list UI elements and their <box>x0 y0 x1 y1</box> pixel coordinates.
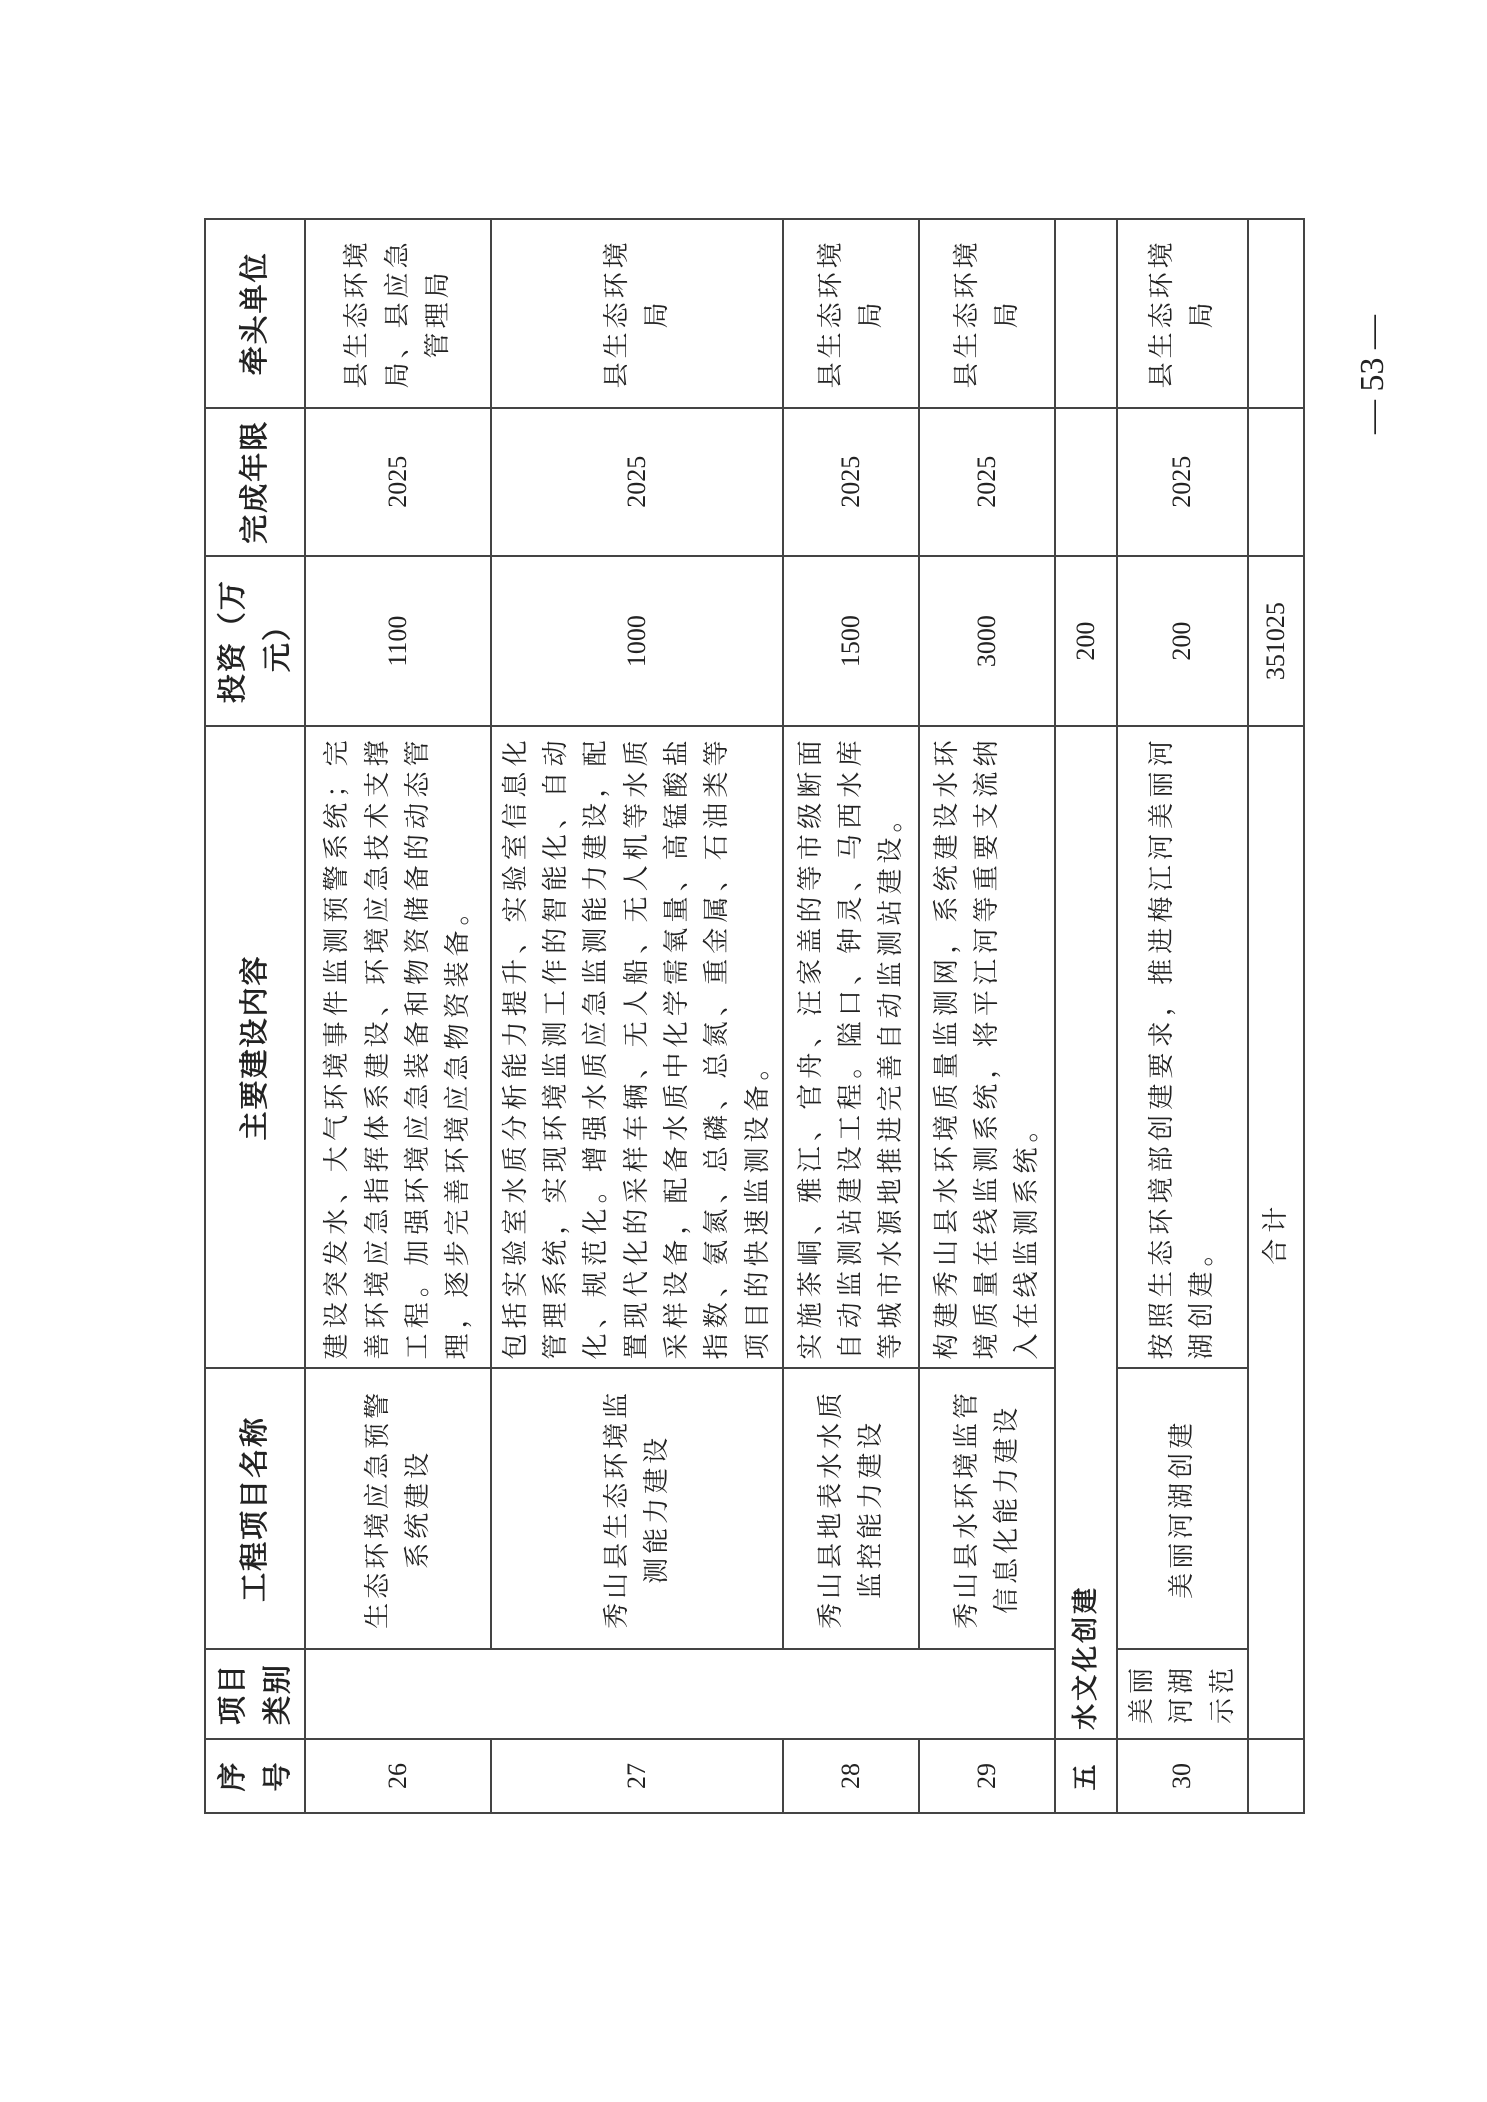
row-year: 2025 <box>1117 408 1248 556</box>
total-label: 合计 <box>1248 726 1304 1739</box>
row-invest: 1100 <box>305 556 491 727</box>
project-table <box>204 218 1305 1814</box>
header-seq: 序号 <box>205 1739 305 1813</box>
row-content: 实施茶峒、雅江、官舟、汪家盖的等市级断面自动监测站建设工程。隘口、钟灵、马西水库等城市水源地推进完善自动监测站建设。 <box>783 726 919 1368</box>
row-seq: 26 <box>305 1739 491 1813</box>
row-lead-unit: 县生态环境局 <box>1117 219 1248 408</box>
row-invest: 1500 <box>783 556 919 727</box>
row-year: 2025 <box>491 408 783 556</box>
row-lead-unit: 县生态环境局 <box>919 219 1055 408</box>
row-seq: 27 <box>491 1739 783 1813</box>
row-project-name: 生态环境应急预警系统建设 <box>305 1369 491 1650</box>
page-number: — 53 — <box>1354 315 1391 435</box>
section-label: 水文化创建 <box>1055 726 1117 1739</box>
row-lead-unit: 县生态环境局、县应急管理局 <box>305 219 491 408</box>
section-invest: 200 <box>1055 556 1117 727</box>
row-invest: 200 <box>1117 556 1248 727</box>
rotated-table-region <box>204 218 1487 1792</box>
header-name: 工程项目名称 <box>205 1369 305 1650</box>
section-row <box>1055 219 1117 1813</box>
row-year: 2025 <box>919 408 1055 556</box>
row-invest: 3000 <box>919 556 1055 727</box>
total-lead-empty <box>1248 219 1304 408</box>
row-category <box>305 1649 1055 1739</box>
row-year: 2025 <box>305 408 491 556</box>
header-invest: 投资（万元） <box>205 556 305 727</box>
row-seq: 30 <box>1117 1739 1248 1813</box>
row-content: 按照生态环境部创建要求，推进梅江河美丽河湖创建。 <box>1117 726 1248 1368</box>
table-row <box>1117 219 1248 1813</box>
section-year-empty <box>1055 408 1117 556</box>
rotated-table-frame <box>204 218 1291 1814</box>
total-row <box>1248 219 1304 1813</box>
row-category: 美丽河湖示范 <box>1117 1649 1248 1739</box>
row-project-name: 秀山县生态环境监测能力建设 <box>491 1369 783 1650</box>
total-invest: 351025 <box>1248 556 1304 727</box>
total-year-empty <box>1248 408 1304 556</box>
header-content: 主要建设内容 <box>205 726 305 1368</box>
header-row <box>205 219 305 1813</box>
row-lead-unit: 县生态环境局 <box>783 219 919 408</box>
table-row <box>305 219 491 1813</box>
table-row <box>919 219 1055 1813</box>
row-content: 包括实验室水质分析能力提升、实验室信息化管理系统，实现环境监测工作的智能化、自动化、规范化。增强水质应急监测能力建设，配置现代化的采样车辆、无人船、无人机等水质采样设备，配备水质中化学需氧量、高锰酸盐指数、氨氮、总磷、总氮、重金属、石油类等项目的快速监测设备。 <box>491 726 783 1368</box>
section-lead-empty <box>1055 219 1117 408</box>
row-seq: 29 <box>919 1739 1055 1813</box>
row-content: 建设突发水、大气环境事件监测预警系统；完善环境应急指挥体系建设、环境应急技术支撑工程。加强环境应急装备和物资储备的动态管理，逐步完善环境应急物资装备。 <box>305 726 491 1368</box>
row-year: 2025 <box>783 408 919 556</box>
row-seq: 28 <box>783 1739 919 1813</box>
row-content: 构建秀山县水环境质量监测网，系统建设水环境质量在线监测系统，将平江河等重要支流纳入在线监测系统。 <box>919 726 1055 1368</box>
header-category: 项目类别 <box>205 1649 305 1739</box>
header-year: 完成年限 <box>205 408 305 556</box>
section-seq: 五 <box>1055 1739 1117 1813</box>
row-project-name: 秀山县地表水水质监控能力建设 <box>783 1369 919 1650</box>
table-row <box>783 219 919 1813</box>
row-invest: 1000 <box>491 556 783 727</box>
row-project-name: 美丽河湖创建 <box>1117 1369 1248 1650</box>
row-lead-unit: 县生态环境局 <box>491 219 783 408</box>
table-row <box>491 219 783 1813</box>
row-project-name: 秀山县水环境监管信息化能力建设 <box>919 1369 1055 1650</box>
total-seq-empty <box>1248 1739 1304 1813</box>
header-lead: 牵头单位 <box>205 219 305 408</box>
